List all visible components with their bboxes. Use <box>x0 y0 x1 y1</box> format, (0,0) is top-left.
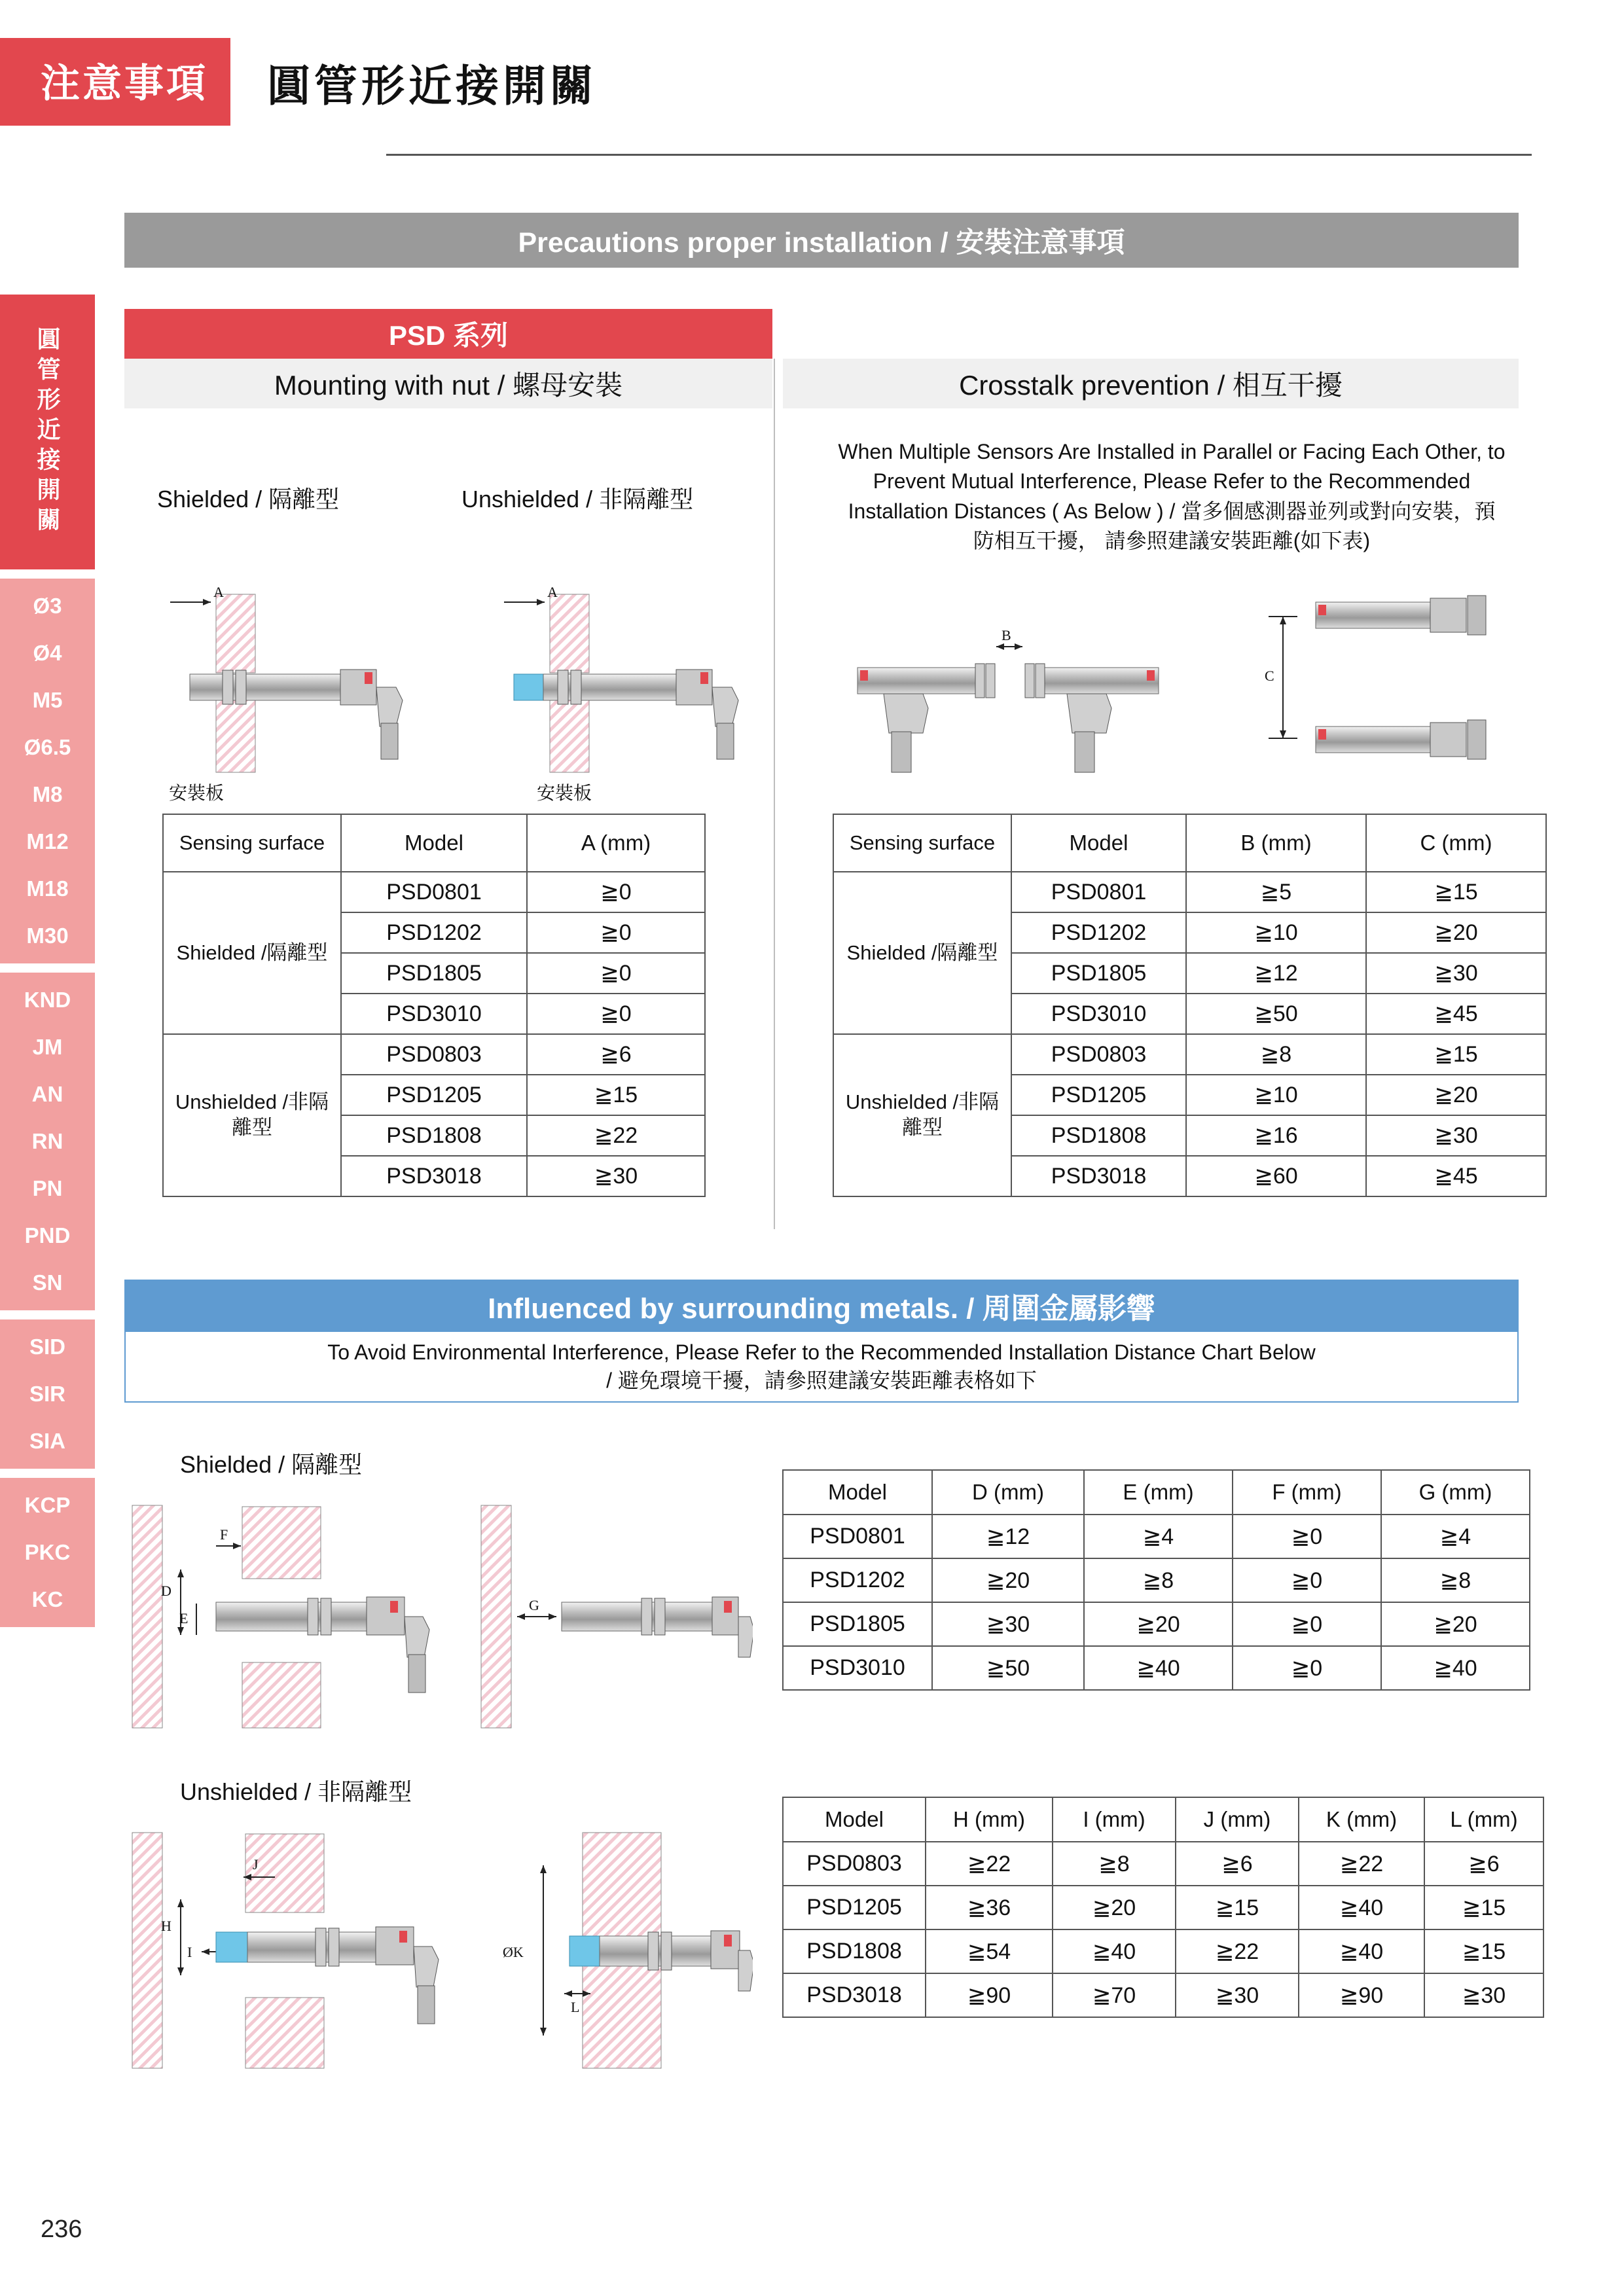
table-cell: ≧40 <box>1084 1646 1233 1690</box>
rail-item-m18[interactable]: M18 <box>26 876 69 901</box>
th-e-mm: E (mm) <box>1084 1470 1233 1515</box>
diagram-shielded-metal <box>124 1499 753 1734</box>
th-b-mm: B (mm) <box>1186 814 1366 872</box>
rail-item-kcp[interactable]: KCP <box>24 1493 71 1517</box>
table-cell: ≧45 <box>1366 994 1546 1034</box>
table-cell: ≧8 <box>1186 1034 1366 1075</box>
table-cell: ≧50 <box>1186 994 1366 1034</box>
rail-group-1 <box>0 579 95 963</box>
svg-text:L: L <box>571 1999 580 2015</box>
table-cell: PSD1205 <box>341 1075 527 1115</box>
svg-text:B: B <box>1001 627 1011 643</box>
caption-mounting-plate-1: 安裝板 <box>169 783 225 803</box>
table-cell: ≧54 <box>926 1929 1053 1973</box>
table-cell: ≧30 <box>1176 1973 1299 2017</box>
table-cell: ≧10 <box>1186 1075 1366 1115</box>
diagram-unshielded-metal <box>124 1826 753 2075</box>
rail-item-sid[interactable]: SID <box>29 1335 65 1359</box>
table-cell: ≧30 <box>932 1602 1084 1646</box>
subheading-crosstalk-prevention: Crosstalk prevention / 相互干擾 <box>783 359 1519 408</box>
table-cell: ≧40 <box>1053 1929 1176 1973</box>
table-cell: PSD3018 <box>341 1156 527 1196</box>
rail-item-sia[interactable]: SIA <box>29 1429 65 1453</box>
th-a-mm: A (mm) <box>527 814 705 872</box>
label-unshielded-mounting: Unshielded / 非隔離型 <box>461 486 694 512</box>
table-cell: ≧4 <box>1084 1515 1233 1558</box>
table-cell: ≧0 <box>1233 1646 1381 1690</box>
table-cell: ≧15 <box>527 1075 705 1115</box>
table-cell: ≧20 <box>1381 1602 1530 1646</box>
th-j-mm: J (mm) <box>1176 1797 1299 1842</box>
th-sensing-surface: Sensing surface <box>833 814 1011 872</box>
table-cell: ≧0 <box>1233 1515 1381 1558</box>
rail-item-d3[interactable]: Ø3 <box>33 594 62 618</box>
table-cell: ≧90 <box>926 1973 1053 2017</box>
table-cell: ≧30 <box>1424 1973 1543 2017</box>
table-cell: ≧30 <box>1366 953 1546 994</box>
table-cell: PSD1805 <box>783 1602 932 1646</box>
cell-group-shielded: Shielded /隔離型 <box>833 872 1011 1034</box>
th-d-mm: D (mm) <box>932 1470 1084 1515</box>
series-bar-psd: PSD 系列 <box>124 309 772 359</box>
th-model: Model <box>1011 814 1186 872</box>
rail-vertical-title: 圓管形近接開關 <box>0 295 95 569</box>
rail-item-rn[interactable]: RN <box>31 1129 63 1153</box>
table-mounting-distance-a <box>162 814 706 1197</box>
section-bar-precautions: Precautions proper installation / 安裝注意事項 <box>124 213 1519 268</box>
diagram-crosstalk-parallel <box>844 609 1185 792</box>
table-cell: ≧20 <box>1366 1075 1546 1115</box>
th-h-mm: H (mm) <box>926 1797 1053 1842</box>
cell-group-unshielded: Unshielded /非隔離型 <box>163 1034 341 1196</box>
svg-text:H: H <box>161 1918 171 1934</box>
th-model: Model <box>341 814 527 872</box>
table-row <box>783 1973 1543 2017</box>
rail-group-2 <box>0 973 95 1310</box>
table-row <box>783 1842 1543 1886</box>
table-cell: ≧40 <box>1299 1886 1424 1929</box>
table-cell: PSD0801 <box>783 1515 932 1558</box>
table-cell: ≧0 <box>527 994 705 1034</box>
table-cell: PSD3018 <box>1011 1156 1186 1196</box>
page-header <box>0 38 597 126</box>
table-cell: ≧0 <box>527 912 705 953</box>
cell-group-unshielded: Unshielded /非隔離型 <box>833 1034 1011 1196</box>
table-cell: ≧15 <box>1176 1886 1299 1929</box>
label-unshielded-metal: Unshielded / 非隔離型 <box>180 1778 412 1805</box>
th-k-mm: K (mm) <box>1299 1797 1424 1842</box>
table-cell: PSD3018 <box>783 1973 926 2017</box>
table-cell: PSD1202 <box>341 912 527 953</box>
table-row <box>783 1558 1530 1602</box>
th-g-mm: G (mm) <box>1381 1470 1530 1515</box>
table-cell: ≧90 <box>1299 1973 1424 2017</box>
rail-item-m30[interactable]: M30 <box>26 924 69 948</box>
table-crosstalk-distance-bc <box>833 814 1547 1197</box>
th-c-mm: C (mm) <box>1366 814 1546 872</box>
svg-text:I: I <box>187 1944 192 1960</box>
table-cell: ≧40 <box>1381 1646 1530 1690</box>
table-cell: ≧6 <box>1176 1842 1299 1886</box>
diagram-crosstalk-facing <box>1231 576 1506 798</box>
table-row <box>783 1886 1543 1929</box>
table-cell: PSD1205 <box>1011 1075 1186 1115</box>
svg-text:C: C <box>1265 668 1274 684</box>
table-cell: PSD1805 <box>1011 953 1186 994</box>
table-row <box>783 1515 1530 1558</box>
rail-item-pnd[interactable]: PND <box>24 1223 71 1247</box>
cell-group-shielded: Shielded /隔離型 <box>163 872 341 1034</box>
section-bar-surrounding-metals: Influenced by surrounding metals. / 周圍金屬影響 <box>124 1280 1519 1332</box>
table-cell: PSD1202 <box>783 1558 932 1602</box>
surrounding-metals-note <box>124 1332 1519 1403</box>
subheading-mounting-with-nut: Mounting with nut / 螺母安裝 <box>124 359 772 408</box>
table-cell: ≧50 <box>932 1646 1084 1690</box>
table-cell: PSD1808 <box>341 1115 527 1156</box>
page-number: 236 <box>41 2215 82 2243</box>
svg-text:A: A <box>547 584 558 600</box>
header-divider <box>386 154 1532 156</box>
table-cell: PSD3010 <box>341 994 527 1034</box>
table-cell: ≧8 <box>1084 1558 1233 1602</box>
table-cell: ≧20 <box>1366 912 1546 953</box>
table-cell: ≧0 <box>527 953 705 994</box>
table-metal-distance-defg <box>782 1469 1530 1691</box>
table-cell: ≧22 <box>527 1115 705 1156</box>
page-title: 圓管形近接開關 <box>267 61 597 110</box>
rail-item-sir[interactable]: SIR <box>29 1382 65 1406</box>
rail-item-m12[interactable]: M12 <box>26 829 69 853</box>
rail-item-an[interactable]: AN <box>31 1082 63 1106</box>
rail-item-m8[interactable]: M8 <box>32 782 63 806</box>
table-cell: ≧20 <box>932 1558 1084 1602</box>
table-cell: PSD1808 <box>783 1929 926 1973</box>
th-model: Model <box>783 1797 926 1842</box>
rail-item-knd[interactable]: KND <box>24 988 71 1012</box>
rail-group-4 <box>0 1478 95 1627</box>
table-cell: ≧0 <box>527 872 705 912</box>
table-cell: ≧22 <box>926 1842 1053 1886</box>
table-cell: ≧15 <box>1424 1886 1543 1929</box>
table-cell: PSD0801 <box>1011 872 1186 912</box>
th-f-mm: F (mm) <box>1233 1470 1381 1515</box>
rail-group-3 <box>0 1319 95 1469</box>
table-cell: ≧15 <box>1366 872 1546 912</box>
rail-item-pn[interactable]: PN <box>32 1176 63 1200</box>
table-cell: ≧22 <box>1299 1842 1424 1886</box>
table-cell: PSD1205 <box>783 1886 926 1929</box>
table-cell: ≧6 <box>527 1034 705 1075</box>
label-shielded-mounting: Shielded / 隔離型 <box>157 486 340 512</box>
rail-item-d4[interactable]: Ø4 <box>33 641 62 665</box>
note-line-en: To Avoid Environmental Interference, Please Refer to the Recommended Installation Distance Chart Below <box>327 1340 1316 1364</box>
th-i-mm: I (mm) <box>1053 1797 1176 1842</box>
table-cell: PSD3010 <box>783 1646 932 1690</box>
svg-text:F: F <box>220 1526 228 1543</box>
rail-item-m5[interactable]: M5 <box>32 688 63 712</box>
rail-item-pkc[interactable]: PKC <box>24 1540 71 1564</box>
diagram-shielded-mounting <box>151 583 425 779</box>
table-cell: ≧30 <box>527 1156 705 1196</box>
table-cell: PSD3010 <box>1011 994 1186 1034</box>
rail-item-sn[interactable]: SN <box>32 1270 63 1295</box>
crosstalk-note: When Multiple Sensors Are Installed in Parallel or Facing Each Other, to Prevent Mutual Interference, Please Refer to the Recommended Installation Distances ( As Below ) / 當多個感測器並列或對向安裝，預防相互干擾， 請參照建議安裝距離(如下表) <box>838 440 1506 553</box>
diagram-unshielded-mounting <box>484 583 759 779</box>
table-cell: PSD1202 <box>1011 912 1186 953</box>
table-cell: ≧6 <box>1424 1842 1543 1886</box>
table-row <box>783 1929 1543 1973</box>
svg-text:G: G <box>529 1597 539 1613</box>
table-cell: PSD0803 <box>1011 1034 1186 1075</box>
table-cell: ≧70 <box>1053 1973 1176 2017</box>
note-line-zh: / 避免環境干擾，請參照建議安裝距離表格如下 <box>606 1369 1037 1392</box>
svg-text:J: J <box>253 1856 259 1873</box>
table-cell: ≧15 <box>1424 1929 1543 1973</box>
table-row <box>783 1602 1530 1646</box>
th-l-mm: L (mm) <box>1424 1797 1543 1842</box>
table-cell: ≧15 <box>1366 1034 1546 1075</box>
table-cell: ≧36 <box>926 1886 1053 1929</box>
caption-mounting-plate-2: 安裝板 <box>537 783 592 803</box>
table-row <box>783 1646 1530 1690</box>
table-cell: ≧20 <box>1053 1886 1176 1929</box>
table-cell: ≧40 <box>1299 1929 1424 1973</box>
header-badge: 注意事項 <box>0 38 230 126</box>
svg-text:A: A <box>213 584 224 600</box>
table-cell: ≧5 <box>1186 872 1366 912</box>
table-cell: ≧12 <box>932 1515 1084 1558</box>
table-cell: ≧0 <box>1233 1558 1381 1602</box>
rail-item-kc[interactable]: KC <box>31 1587 63 1611</box>
table-cell: ≧10 <box>1186 912 1366 953</box>
table-cell: ≧45 <box>1366 1156 1546 1196</box>
table-cell: ≧20 <box>1084 1602 1233 1646</box>
svg-text:D: D <box>161 1583 171 1599</box>
table-cell: PSD0801 <box>341 872 527 912</box>
table-cell: ≧0 <box>1233 1602 1381 1646</box>
table-cell: PSD0803 <box>783 1842 926 1886</box>
table-cell: ≧12 <box>1186 953 1366 994</box>
svg-text:ØK: ØK <box>503 1944 524 1960</box>
table-cell: ≧4 <box>1381 1515 1530 1558</box>
table-cell: PSD1808 <box>1011 1115 1186 1156</box>
th-model: Model <box>783 1470 932 1515</box>
svg-text:E: E <box>179 1610 189 1626</box>
rail-item-d65[interactable]: Ø6.5 <box>24 735 71 759</box>
table-metal-distance-hijkl <box>782 1797 1544 2018</box>
side-tab-rail <box>0 295 95 1627</box>
label-shielded-metal: Shielded / 隔離型 <box>180 1451 363 1478</box>
th-sensing-surface: Sensing surface <box>163 814 341 872</box>
rail-item-jm[interactable]: JM <box>32 1035 63 1059</box>
table-cell: ≧60 <box>1186 1156 1366 1196</box>
table-cell: ≧8 <box>1053 1842 1176 1886</box>
table-cell: ≧30 <box>1366 1115 1546 1156</box>
table-cell: ≧22 <box>1176 1929 1299 1973</box>
table-cell: PSD1805 <box>341 953 527 994</box>
table-cell: PSD0803 <box>341 1034 527 1075</box>
table-cell: ≧8 <box>1381 1558 1530 1602</box>
column-divider <box>774 359 775 1229</box>
table-cell: ≧16 <box>1186 1115 1366 1156</box>
